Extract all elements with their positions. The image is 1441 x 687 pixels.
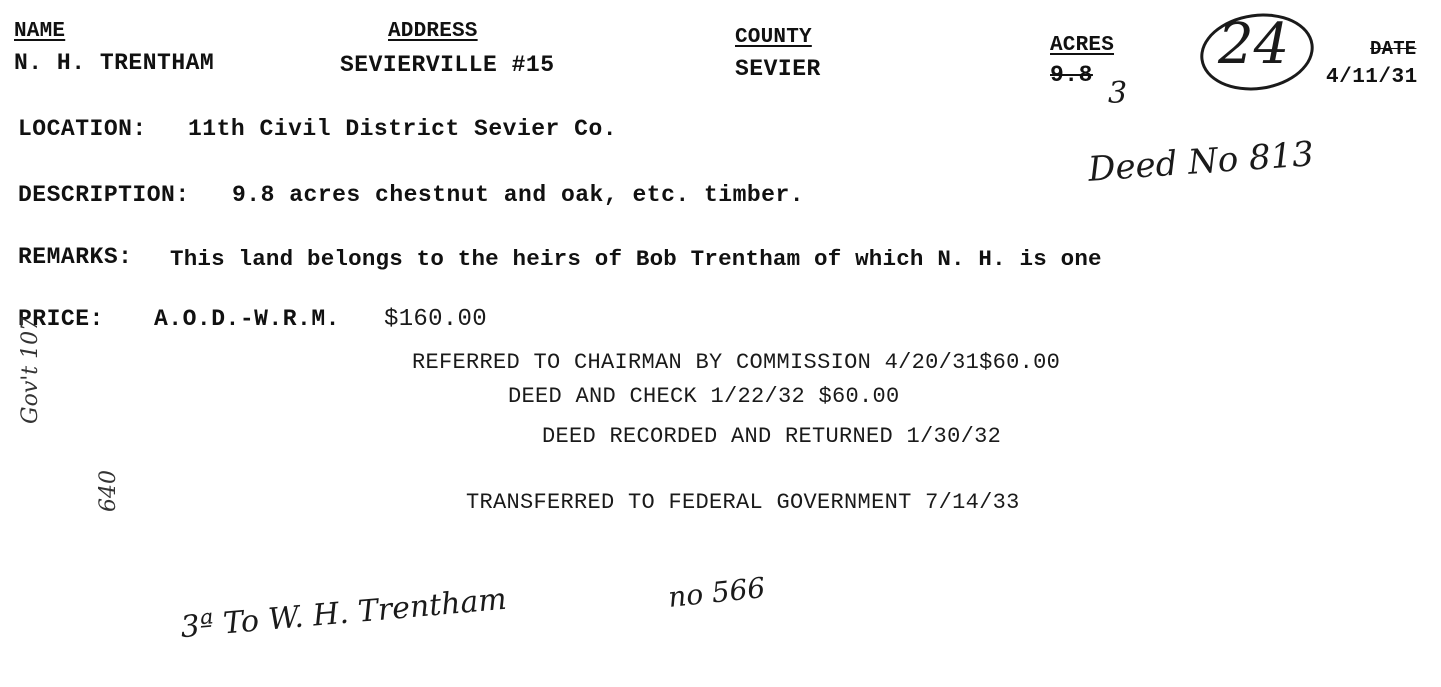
location-label: LOCATION: — [18, 116, 147, 142]
deed-check-stamp: DEED AND CHECK 1/22/32 $60.00 — [508, 384, 900, 409]
margin-note-vertical-2: 640 — [96, 470, 121, 512]
transferred-stamp: TRANSFERRED TO FEDERAL GOVERNMENT 7/14/33 — [466, 490, 1020, 515]
date-label: DATE — [1370, 38, 1417, 60]
county-value: SEVIER — [735, 56, 821, 82]
deed-number-note: Deed No 813 — [1086, 134, 1316, 190]
description-label: DESCRIPTION: — [18, 182, 190, 208]
address-label: ADDRESS — [388, 20, 478, 43]
price-label: PRICE: — [18, 306, 104, 332]
card-number: 24 — [1218, 12, 1290, 77]
acres-label: ACRES — [1050, 34, 1115, 57]
remarks-label: REMARKS: — [18, 244, 133, 270]
margin-note-vertical-1: Gov't 107 — [18, 316, 43, 424]
description-value: 9.8 acres chestnut and oak, etc. timber. — [232, 182, 805, 208]
location-value: 11th Civil District Sevier Co. — [188, 116, 618, 142]
price-terms: A.O.D.-W.R.M. — [154, 306, 340, 332]
bottom-handwritten-number: no 566 — [666, 571, 767, 614]
acres-handwritten: 3 — [1108, 76, 1128, 111]
acres-value: 9.8 — [1050, 62, 1093, 88]
bottom-handwritten-note: 3ª To W. H. Trentham — [179, 581, 509, 646]
date-value: 4/11/31 — [1326, 66, 1418, 89]
county-label: COUNTY — [735, 26, 812, 49]
price-value: $160.00 — [384, 306, 487, 333]
recorded-stamp: DEED RECORDED AND RETURNED 1/30/32 — [542, 424, 1002, 449]
name-value: N. H. TRENTHAM — [14, 50, 215, 76]
address-value: SEVIERVILLE #15 — [340, 52, 555, 78]
referred-stamp: REFERRED TO CHAIRMAN BY COMMISSION 4/20/31$60.00 — [412, 350, 1061, 375]
name-label: NAME — [14, 20, 66, 43]
remarks-value: This land belongs to the heirs of Bob Trentham of which N. H. is one — [170, 246, 1102, 272]
